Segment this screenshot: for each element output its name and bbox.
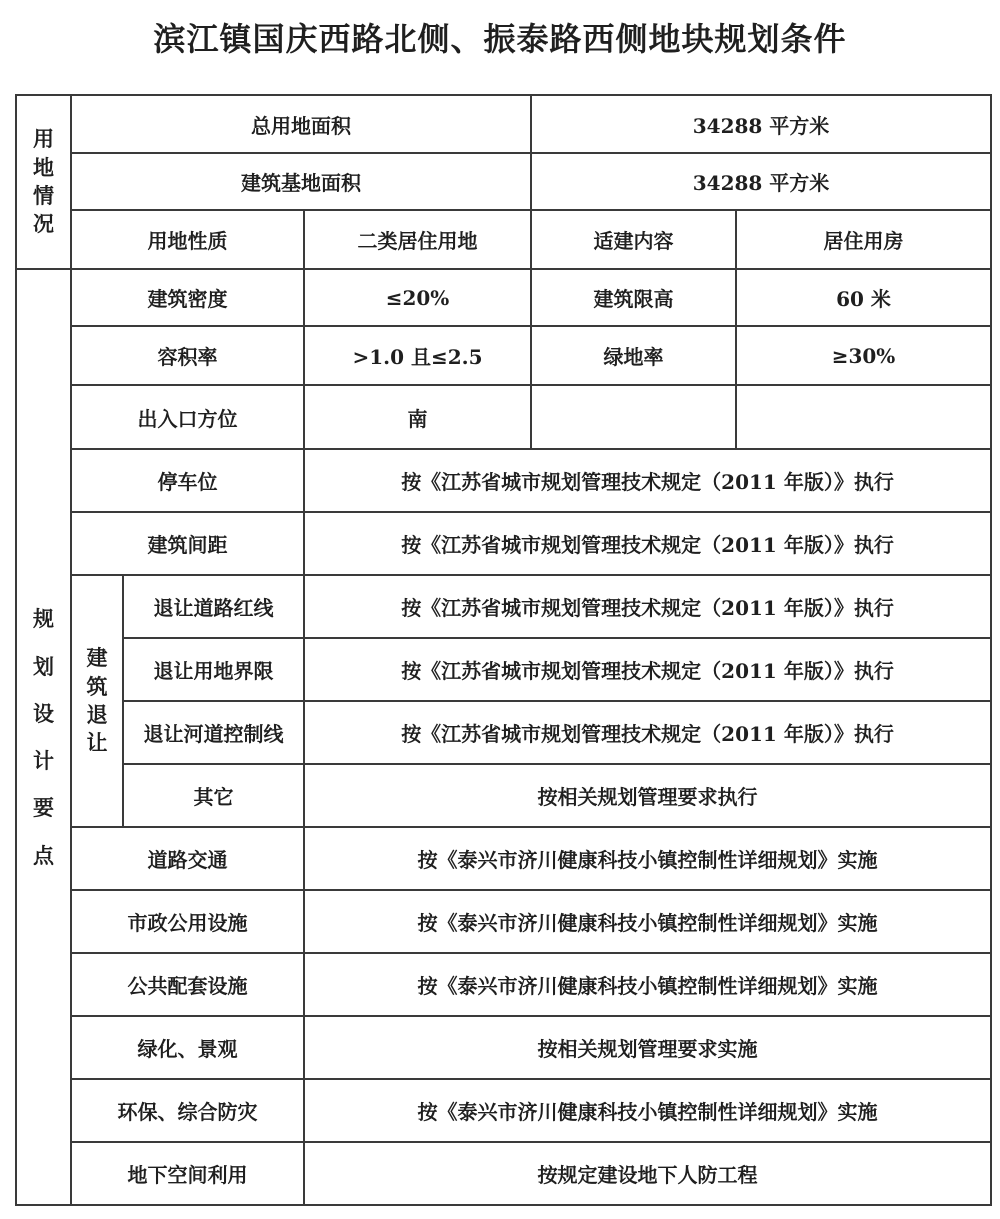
far-value: >1.0 且≤2.5 <box>304 326 531 385</box>
underground-value: 按规定建设地下人防工程 <box>304 1142 991 1205</box>
municipal-label: 市政公用设施 <box>71 890 304 953</box>
height-label: 建筑限高 <box>531 269 736 326</box>
green-label: 绿地率 <box>531 326 736 385</box>
table-row <box>16 449 991 512</box>
setback-river-value: 按《江苏省城市规划管理技术规定（2011 年版）》执行 <box>304 701 991 764</box>
setback-group-label: 建筑退让 <box>71 575 123 827</box>
section-label-planning: 规划设计要点 <box>16 269 71 1205</box>
total-area-label: 总用地面积 <box>71 95 531 153</box>
table-row <box>16 153 991 210</box>
spacing-label: 建筑间距 <box>71 512 304 575</box>
table-row <box>16 210 991 269</box>
table-row <box>16 385 991 449</box>
empty-cell <box>531 385 736 449</box>
table-row <box>16 890 991 953</box>
setback-other-value: 按相关规划管理要求执行 <box>304 764 991 827</box>
env-label: 环保、综合防灾 <box>71 1079 304 1142</box>
parking-label: 停车位 <box>71 449 304 512</box>
traffic-value: 按《泰兴市济川健康科技小镇控制性详细规划》实施 <box>304 827 991 890</box>
traffic-label: 道路交通 <box>71 827 304 890</box>
land-nature-value: 二类居住用地 <box>304 210 531 269</box>
table-row <box>16 638 991 701</box>
spacing-value: 按《江苏省城市规划管理技术规定（2011 年版）》执行 <box>304 512 991 575</box>
base-area-value: 34288 平方米 <box>531 153 991 210</box>
table-row <box>16 95 991 153</box>
public-facility-label: 公共配套设施 <box>71 953 304 1016</box>
table-row <box>16 1016 991 1079</box>
parking-value: 按《江苏省城市规划管理技术规定（2011 年版）》执行 <box>304 449 991 512</box>
total-area-value: 34288 平方米 <box>531 95 991 153</box>
far-label: 容积率 <box>71 326 304 385</box>
setback-river-label: 退让河道控制线 <box>123 701 304 764</box>
build-content-value: 居住用房 <box>736 210 991 269</box>
empty-cell <box>736 385 991 449</box>
page-title: 滨江镇国庆西路北侧、振泰路西侧地块规划条件 <box>153 20 847 58</box>
table-row <box>16 827 991 890</box>
table-row <box>16 326 991 385</box>
height-value: 60 米 <box>736 269 991 326</box>
table-row <box>16 1142 991 1205</box>
setback-other-label: 其它 <box>123 764 304 827</box>
table-row <box>16 953 991 1016</box>
setback-road-label: 退让道路红线 <box>123 575 304 638</box>
table-row <box>16 512 991 575</box>
base-area-label: 建筑基地面积 <box>71 153 531 210</box>
density-label: 建筑密度 <box>71 269 304 326</box>
municipal-value: 按《泰兴市济川健康科技小镇控制性详细规划》实施 <box>304 890 991 953</box>
planning-conditions-table <box>15 94 992 1206</box>
setback-boundary-label: 退让用地界限 <box>123 638 304 701</box>
table-row <box>16 701 991 764</box>
env-value: 按《泰兴市济川健康科技小镇控制性详细规划》实施 <box>304 1079 991 1142</box>
public-facility-value: 按《泰兴市济川健康科技小镇控制性详细规划》实施 <box>304 953 991 1016</box>
setback-boundary-value: 按《江苏省城市规划管理技术规定（2011 年版）》执行 <box>304 638 991 701</box>
table-row <box>16 764 991 827</box>
setback-road-value: 按《江苏省城市规划管理技术规定（2011 年版）》执行 <box>304 575 991 638</box>
green-value: ≥30% <box>736 326 991 385</box>
table-row <box>16 575 991 638</box>
entrance-label: 出入口方位 <box>71 385 304 449</box>
landscape-value: 按相关规划管理要求实施 <box>304 1016 991 1079</box>
land-nature-label: 用地性质 <box>71 210 304 269</box>
landscape-label: 绿化、景观 <box>71 1016 304 1079</box>
entrance-value: 南 <box>304 385 531 449</box>
density-value: ≤20% <box>304 269 531 326</box>
build-content-label: 适建内容 <box>531 210 736 269</box>
table-row <box>16 1079 991 1142</box>
section-label-land: 用地情况 <box>16 95 71 269</box>
underground-label: 地下空间利用 <box>71 1142 304 1205</box>
table-row <box>16 269 991 326</box>
